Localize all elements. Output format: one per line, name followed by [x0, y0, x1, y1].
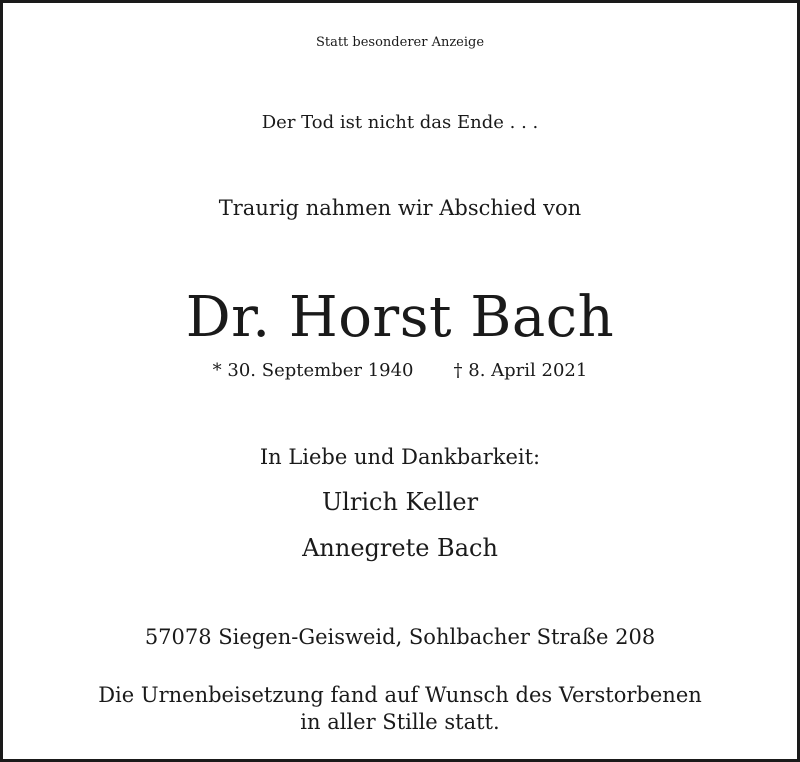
birth-date: * 30. September 1940	[212, 360, 414, 381]
deceased-name: Dr. Horst Bach	[185, 285, 615, 350]
burial-note-line: Die Urnenbeisetzung fand auf Wunsch des Verstorbenen	[98, 683, 702, 707]
intro-quote: Der Tod ist nicht das Ende . . .	[261, 112, 539, 133]
mourner-name: Annegrete Bach	[302, 534, 498, 562]
burial-note-line: in aller Stille statt.	[300, 710, 500, 734]
death-date: † 8. April 2021	[453, 360, 588, 381]
mourners-intro: In Liebe und Dankbarkeit:	[259, 445, 541, 469]
family-address: 57078 Siegen-Geisweid, Sohlbacher Straße 208	[144, 625, 656, 649]
farewell-line: Traurig nahmen wir Abschied von	[218, 196, 582, 220]
life-dates	[3, 362, 797, 380]
mourner-name: Ulrich Keller	[321, 488, 479, 516]
burial-note	[3, 682, 797, 736]
notice-label: Statt besonderer Anzeige	[315, 35, 485, 50]
